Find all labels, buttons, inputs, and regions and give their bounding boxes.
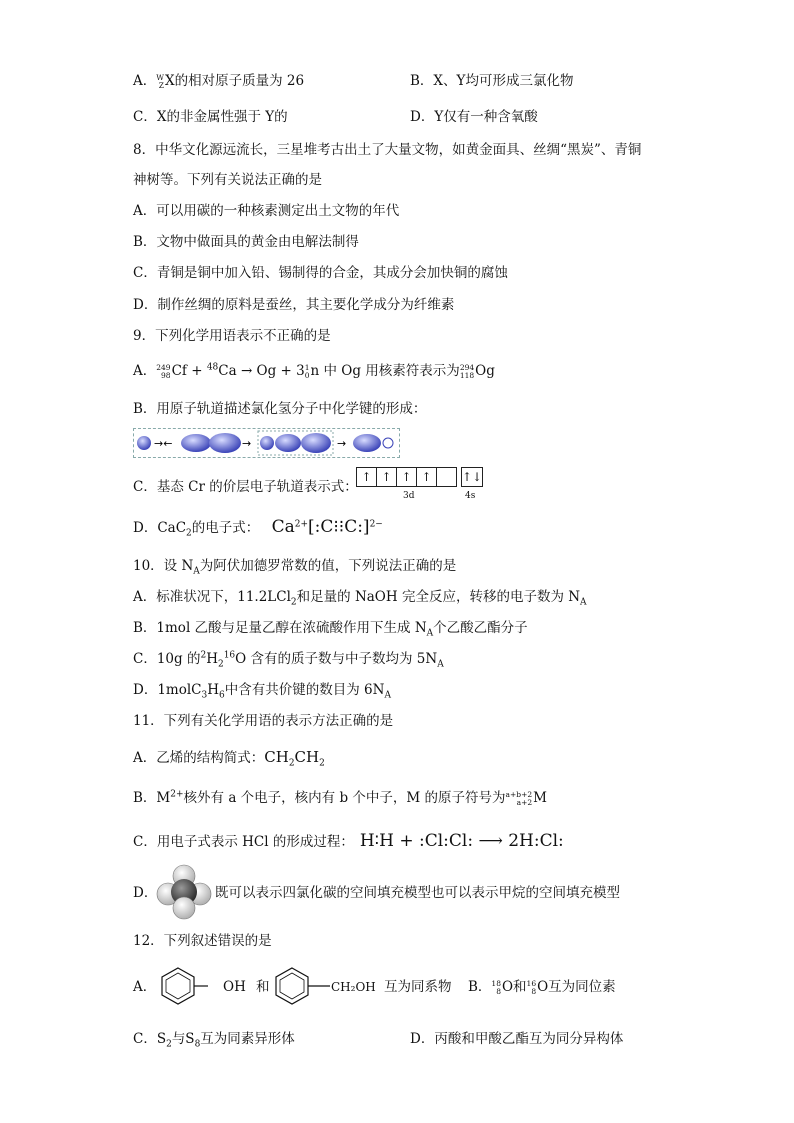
overlap-p-left (275, 434, 301, 452)
o18-nuclide (491, 980, 501, 996)
cf-mass: 249 (156, 362, 171, 372)
m-nuclide (506, 791, 533, 807)
label-4s: 4s (465, 491, 476, 501)
benzyl-ch2oh: CH₂OH (331, 980, 376, 994)
o18-mass: 18 (491, 978, 501, 988)
q11-a-text: A．乙烯的结构简式： (133, 750, 265, 766)
svg-text:→: → (337, 437, 347, 450)
q12-stem: 12．下列叙述错误的是 (133, 933, 272, 949)
q10-c-sub2: A (437, 659, 444, 670)
q12-c-sub2: 8 (194, 1039, 201, 1050)
q9-d-prefix: D． (133, 520, 158, 536)
q10-d-sub3: A (384, 690, 391, 701)
q10-a-1: A．标准状况下，11.2LCl (133, 589, 291, 605)
cr-3d-cell-4: ↑ (416, 467, 437, 487)
q8-stem-line1: 8．中华文化源远流长，三星堆考古出土了大量文物，如黄金面具、丝绸“黑炭”、青铜 (133, 142, 642, 158)
q10-option-a (133, 588, 587, 606)
svg-text:→: → (242, 437, 252, 450)
h-s-orbital (137, 436, 151, 450)
q11-a-ch: CH (264, 748, 289, 766)
cr-3d-cell-1: ↑ (356, 467, 377, 487)
m-symbol: M (533, 790, 547, 806)
q9-stem: 9．下列化学用语表示不正确的是 (133, 328, 331, 344)
m-mass: a+b+2 (505, 789, 533, 799)
cr-3d-orbitals (357, 467, 457, 487)
cf-number: 98 (161, 370, 171, 380)
label-3d: 3d (403, 491, 415, 501)
sigma-bond-lobe (353, 434, 381, 452)
q10-a-sub2: A (580, 597, 587, 608)
q9-option-c: C．基态 Cr 的价层电子轨道表示式： (133, 479, 358, 495)
q11-option-d-text: 既可以表示四氯化碳的空间填充模型也可以表示甲烷的空间填充模型 (215, 885, 620, 901)
q9-d-text: 的电子式： (191, 520, 260, 536)
cac2-sub: 2 (186, 528, 192, 539)
q10-c-1: C．10g 的 (133, 651, 201, 667)
q9-a-text: n 中 Og 用核素符表示为 (310, 363, 460, 379)
q10-option-d (133, 681, 391, 699)
q10-a-2: 和足量的 NaOH 完全反应，转移的电子数为 N (296, 589, 581, 605)
q10-stem-b: 为阿伏加德罗常数的值，下列说法正确的是 (199, 558, 457, 574)
q10-c-sup2: 16 (223, 650, 236, 661)
q12-option-a-prefix: A． (133, 979, 157, 995)
ca-charge: 2+ (294, 519, 309, 530)
q10-stem-sub: A (193, 566, 200, 577)
cr-3d-cell-5 (436, 467, 457, 487)
q11-option-b (133, 789, 547, 807)
q7-option-a (133, 72, 304, 90)
q11-option-a (133, 748, 325, 767)
og-nuclide (460, 364, 474, 380)
q7-a-sup: W (156, 72, 164, 82)
q11-c-text: C．用电子式表示 HCl 的形成过程： (133, 834, 354, 850)
q10-option-b (133, 619, 528, 637)
o16-nuclide (527, 980, 537, 996)
q11-a-sub1: 2 (288, 758, 295, 769)
q9-option-b: B．用原子轨道描述氯化氢分子中化学键的形成： (133, 401, 427, 417)
ca-cation: Ca (271, 517, 295, 537)
q9-a-prefix: A． (133, 363, 157, 379)
q8-option-d: D．制作丝绸的原料是蚕丝，其主要化学成分为纤维素 (133, 297, 455, 313)
q11-option-d-prefix: D． (133, 885, 158, 901)
q11-stem: 11．下列有关化学用语的表示方法正确的是 (133, 713, 394, 729)
og-mass: 294 (459, 362, 475, 372)
ca-symbol: Ca (218, 363, 237, 379)
svg-text:→←: →← (154, 437, 173, 450)
q10-c-h: H (206, 651, 218, 667)
q7-option-c: C．X的非金属性强于 Y的 (133, 109, 288, 125)
q11-a-ch2: CH (294, 748, 320, 766)
q11-option-c (133, 832, 564, 851)
cf-symbol: Cf (171, 363, 187, 379)
og-symbol: Og (475, 363, 495, 379)
q12-b-prefix: B． (468, 979, 492, 995)
o16-mass: 16 (526, 978, 537, 988)
n-nuclide (305, 364, 310, 380)
q10-a-sub: 2 (290, 597, 297, 608)
cr-4s-cell: ↑↓ (461, 467, 483, 487)
q10-d-h: H (207, 682, 220, 698)
cl-p-lobe-left (181, 434, 211, 452)
q12-option-c (133, 1030, 295, 1048)
q10-d-sub1: 3 (201, 690, 208, 701)
o16-number: 8 (531, 986, 537, 996)
q7-option-d: D．Y仅有一种含氧酸 (410, 109, 538, 125)
q11-b-1: B．M (133, 790, 171, 806)
q12-c-sub1: 2 (166, 1039, 172, 1050)
q10-d-2: 中含有共价键的数目为 6N (224, 682, 385, 698)
sigma-bond-end (383, 438, 393, 448)
og-number: 118 (459, 370, 475, 380)
q7-a-text: X的相对原子质量为 26 (164, 73, 305, 89)
phenol-structure-icon (158, 964, 220, 1008)
cr-3d-cell-3: ↑ (396, 467, 417, 487)
phenol-oh: OH (223, 979, 246, 995)
q9-option-a: A． 249 98 Cf + $^{48}$Ca → Og + 3 1 0 n 中 Og 用核素符表示为 294 118 Og (133, 362, 495, 380)
cac2-formula: CaC (157, 520, 187, 536)
q12-c-1: C．S (133, 1031, 167, 1047)
overlap-p-right (301, 433, 331, 453)
cf-nuclide (156, 364, 170, 380)
benzyl-alcohol-structure-icon (272, 964, 334, 1008)
q12-b-mid: O和 (501, 979, 527, 995)
q12-c-2: 互为同素异形体 (200, 1031, 295, 1047)
q9-option-d (133, 518, 383, 537)
q12-option-b (468, 978, 616, 996)
q10-c-sup1: 2 (200, 650, 207, 661)
q12-b-text: O互为同位素 (537, 979, 616, 995)
ca-mass: 48 (206, 362, 219, 373)
q12-option-d: D．丙酸和甲酸乙酯互为同分异构体 (410, 1031, 624, 1047)
c2-anion: [:C⁝⁝C:] (308, 517, 370, 537)
q8-option-c: C．青铜是铜中加入铅、锡制得的合金，其成分会加快铜的腐蚀 (133, 265, 508, 281)
q7-a-nuclide (156, 74, 164, 90)
q11-b-sup: 2+ (170, 789, 184, 800)
overlap-s (260, 436, 274, 450)
space-filling-model-icon (156, 864, 212, 920)
og-product: → Og + 3 (240, 363, 305, 379)
q7-a-sub: Z (158, 80, 164, 90)
q10-b-1: B．1mol 乙酸与足量乙醇在浓硫酸作用下生成 N (133, 620, 427, 636)
orbital-overlap-graphic (134, 429, 399, 457)
q10-option-c (133, 650, 444, 668)
q12-a-and: 和 (256, 979, 270, 995)
q12-a-text: 互为同系物 (384, 979, 452, 995)
q8-stem-line2: 神树等。下列有关说法正确的是 (133, 172, 322, 188)
o18-number: 8 (496, 986, 501, 996)
q10-b-sub: A (426, 628, 434, 639)
q10-b-2: 个乙酸乙酯分子 (433, 620, 528, 636)
q12-c-mid: 与S (171, 1031, 195, 1047)
q11-a-sub2: 2 (319, 758, 325, 769)
hcl-orbital-diagram (133, 428, 400, 458)
cl-p-lobe-right (209, 433, 241, 453)
q7-option-b: B．X、Y均可形成三氯化物 (410, 73, 574, 89)
n-mass: 1 (304, 362, 310, 372)
q7-a-prefix: A． (133, 73, 157, 89)
q10-d-1: D．1molC (133, 682, 202, 698)
n-number: 0 (304, 370, 310, 380)
m-number: a+2 (516, 797, 533, 807)
q10-stem-a: 10．设 N (133, 558, 194, 574)
q8-option-a: A．可以用碳的一种核素测定出土文物的年代 (133, 203, 400, 219)
q10-c-sub: 2 (217, 659, 224, 670)
c2-charge: 2− (369, 519, 383, 530)
q10-c-2: O 含有的质子数与中子数均为 5N (235, 651, 438, 667)
q10-stem (133, 557, 456, 575)
cr-3d-cell-2: ↑ (376, 467, 397, 487)
q8-option-b: B．文物中做面具的黄金由电解法制得 (133, 234, 359, 250)
hcl-formation-eq: H∶H + :Cl:Cl: ⟶ 2H:Cl: (359, 831, 564, 851)
q10-d-sub2: 6 (219, 690, 225, 701)
q11-b-2: 核外有 a 个电子，核内有 b 个中子，M 的原子符号为 (183, 790, 506, 806)
